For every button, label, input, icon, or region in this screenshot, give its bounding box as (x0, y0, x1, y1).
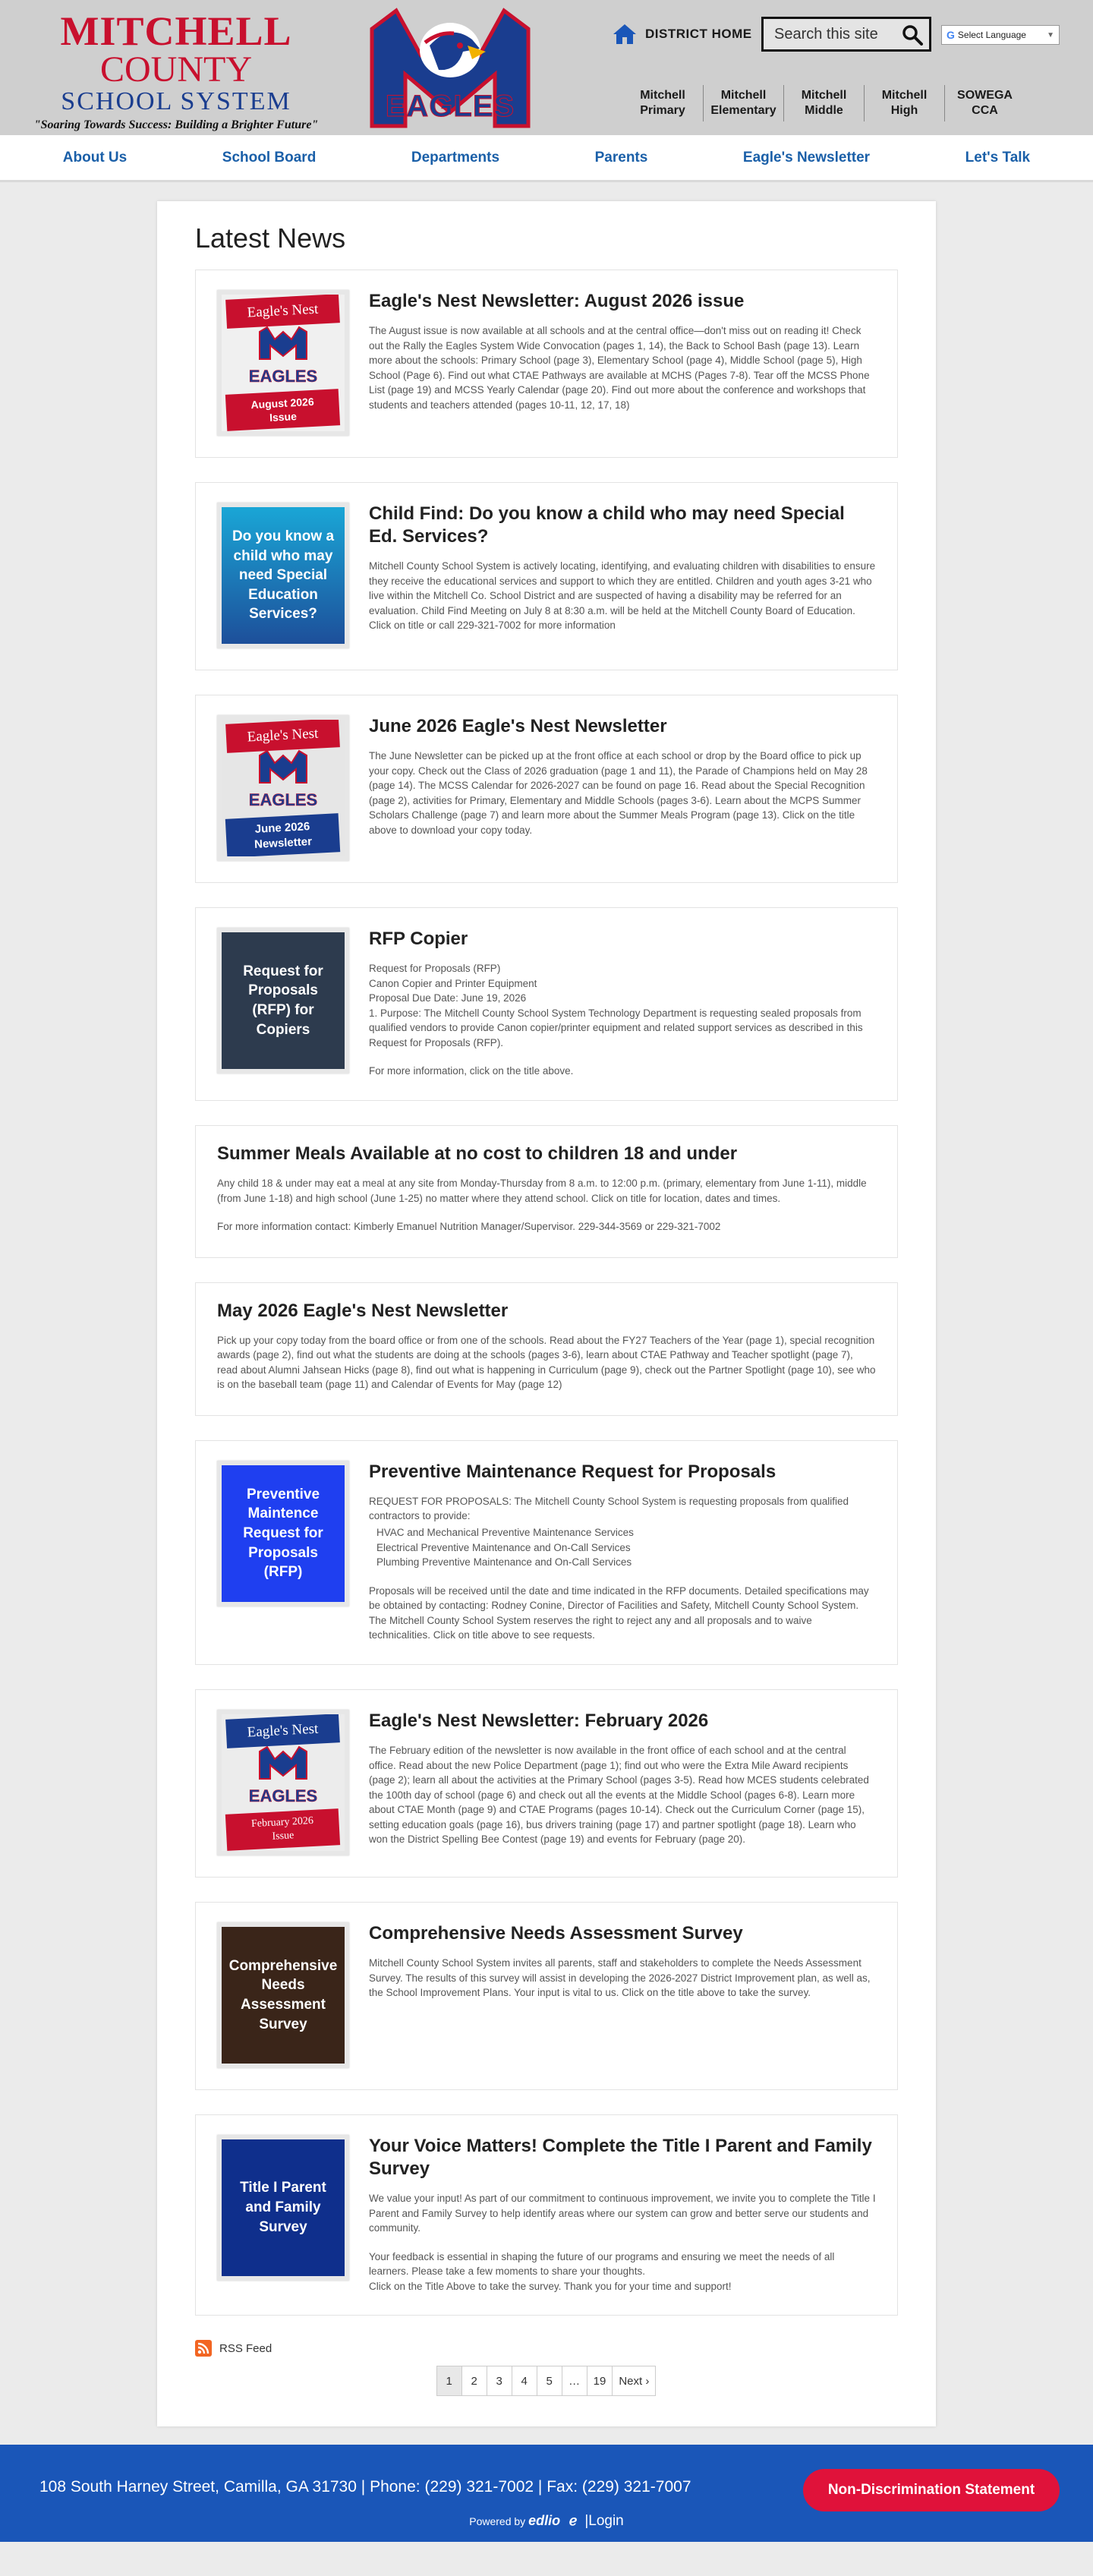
news-text (369, 2191, 876, 2294)
thumb-bottom-label1: February 2026 (251, 1815, 314, 1830)
rss-label: RSS Feed (219, 2341, 272, 2355)
page-link-1[interactable]: 1 (436, 2366, 462, 2396)
school-name-line1: Mitchell (801, 89, 847, 102)
district-home-label: DISTRICT HOME (645, 27, 752, 41)
news-item (195, 1440, 898, 1665)
edlio-e-icon: ℯ (569, 2513, 578, 2529)
thumb-mid-label: EAGLES (248, 366, 318, 386)
search-input[interactable] (774, 26, 888, 43)
site-header (0, 0, 1093, 135)
news-card (157, 201, 936, 2426)
powered-by-label: Powered by (469, 2515, 526, 2528)
news-body (369, 2135, 876, 2294)
news-paragraph: For more information, click on the title above. (369, 1065, 574, 1077)
news-paragraph: The August issue is now available at all schools and at the central office—don't miss out on reading it! Check out the Rally the Eagles System Wide Convocation (pages 1, 14), the Back to School Bash (page 13). Learn more about the schools: Primary School (page 3), Elementary School (page 4), Middle School (page 5), High School (Page 6). Find out what CTAE Pathways are available at MCHS (Pages 7-8). Tear off the MCSS Phone List (page 19) and MCSS Yearly Calendar (page 20). Find out more about the conference and workshops that students and teachers attended (pages 10-11, 12, 17, 18) (369, 325, 870, 411)
school-link-middle[interactable] (783, 85, 864, 121)
site-footer (0, 2445, 1093, 2542)
main-nav (0, 135, 1093, 182)
school-name-line1: SOWEGA (957, 89, 1013, 102)
news-text (369, 961, 876, 1079)
address-link[interactable]: 108 South Harney Street, Camilla, GA 31730 (39, 2478, 357, 2496)
news-text (369, 1743, 876, 1847)
newsletter-thumbnail[interactable] (217, 1710, 349, 1856)
thumb-text: Do you know a child who may need Special Education Services? (232, 528, 335, 623)
news-line: Proposal Due Date: June 19, 2026 (369, 992, 527, 1004)
footer-contact (39, 2478, 691, 2496)
phone-link[interactable]: (229) 321-7002 (424, 2478, 534, 2496)
logo-line2: COUNTY (100, 49, 252, 90)
nav-about-us[interactable]: About Us (62, 149, 128, 166)
news-item (195, 270, 898, 458)
news-title-link[interactable]: Eagle's Nest Newsletter: February 2026 (369, 1710, 709, 1731)
service-list (376, 1525, 876, 1570)
list-item: Electrical Preventive Maintenance and On-Call Services (376, 1541, 631, 1553)
thumb-top-label: Eagle's Nest (226, 1714, 341, 1748)
thumb-bottom-label1: August 2026 (250, 396, 315, 411)
news-item (195, 482, 898, 670)
eagle-logo-icon (258, 749, 308, 784)
house-icon (612, 23, 638, 46)
newsletter-thumbnail[interactable] (217, 290, 349, 436)
news-body (369, 1922, 876, 2068)
news-title-link[interactable]: RFP Copier (369, 929, 468, 949)
powered-by (0, 2513, 1093, 2530)
thumb-text: Preventive Maintence Request for Proposals (RFP) (243, 1486, 323, 1581)
page-link-4[interactable]: 4 (512, 2366, 537, 2396)
language-select[interactable] (941, 25, 1060, 45)
thumb-mid-label: EAGLES (248, 1786, 318, 1805)
thumb-mid-label: EAGLES (248, 790, 318, 810)
preventive-maintenance-thumbnail[interactable] (217, 1461, 349, 1606)
nav-departments[interactable]: Departments (411, 149, 500, 166)
news-title-link[interactable]: Comprehensive Needs Assessment Survey (369, 1922, 743, 1944)
news-paragraph: The February edition of the newsletter is now available in the front office of each school and at the central office. Read about the new Police Department (page 1); find out who were the Extra Mile Award recipients (page 2); learn all about the activities at the Primary School (pages 3-5). Read how MCES students celebrated the 100th day of school (page 6) and check out all the events at the Middle School (pages 6-8). Learn more about CTAE Month (page 9) and CTAE Programs (pages 10-14). Check out the Curriculum Corner (page 15), setting education goals (page 16), bus drivers training (page 17) and partner spotlight (page 18). Learn who won the District Spelling Bee Contest (page 19) and events for February (page 20). (369, 1744, 869, 1846)
news-title-link[interactable]: Preventive Maintenance Request for Proposals (369, 1461, 776, 1482)
school-link-sowega[interactable] (944, 85, 1025, 121)
child-find-thumbnail[interactable] (217, 503, 349, 648)
login-link[interactable]: |Login (584, 2513, 624, 2530)
edlio-logo[interactable]: edlio (528, 2513, 561, 2529)
thumb-top-label: Eagle's Nest (226, 718, 341, 752)
rfp-copier-thumbnail[interactable] (217, 928, 349, 1074)
news-title-link[interactable]: June 2026 Eagle's Nest Newsletter (369, 716, 667, 736)
school-link-primary[interactable] (622, 85, 703, 121)
tagline: "Soaring Towards Success: Building a Brighter Future" (33, 118, 319, 131)
thumb-text: Request for Proposals (RFP) for Copiers (243, 963, 323, 1038)
news-title-link[interactable]: Summer Meals Available at no cost to children 18 and under (217, 1143, 738, 1164)
district-home-link[interactable] (612, 23, 752, 46)
news-body (369, 503, 876, 648)
eagle-logo-icon (258, 1745, 308, 1780)
school-name-line1: Mitchell (881, 89, 928, 102)
newsletter-thumbnail[interactable] (217, 715, 349, 861)
page-link-2[interactable]: 2 (461, 2366, 487, 2396)
school-link-elementary[interactable] (703, 85, 783, 121)
thumb-bottom-label2: Newsletter (254, 834, 313, 851)
district-logo[interactable] (9, 8, 343, 132)
page-title: Latest News (195, 222, 346, 254)
school-name-line2: Middle (805, 104, 843, 117)
page-link-19[interactable]: 19 (587, 2366, 613, 2396)
news-item (195, 1125, 898, 1258)
thumb-bottom-label2: Issue (272, 1830, 295, 1843)
news-item (195, 1282, 898, 1416)
thumb-text: Comprehensive Needs Assessment Survey (228, 1957, 338, 2032)
school-name-line1: Mitchell (640, 89, 685, 102)
language-select-label: Select Language (957, 30, 1026, 40)
news-item (195, 1689, 898, 1878)
news-text (369, 1494, 876, 1643)
divider: | (361, 2478, 370, 2496)
news-line: Request for Proposals (RFP) (369, 963, 501, 974)
news-item (195, 2114, 898, 2316)
rss-feed-link[interactable] (195, 2340, 898, 2357)
thumb-bottom-label2: Issue (269, 410, 298, 424)
non-discrimination-button[interactable]: Non-Discrimination Statement (803, 2469, 1060, 2511)
school-name-line2: Primary (640, 104, 685, 117)
school-links (622, 85, 1025, 121)
page-link-3[interactable]: 3 (487, 2366, 512, 2396)
news-item (195, 907, 898, 1101)
next-page-button[interactable]: Next › (612, 2366, 656, 2396)
news-paragraph: The June Newsletter can be picked up at the front office at each school or drop by the Board office to pick up your copy. Check out the Class of 2026 graduation (page 1 and 11), the Parade of Champions held on May 28 (page 14). The MCSS Calendar for 2026-2027 can be found on page 16. Read about the Special Recognition (page 2), activities for Primary, Elementary and Middle Schools (pages 3-6). Learn about the MCPS Summer Scholars Challenge (page 7) and learn more about the Summer Meals Program (page 13). Click on the title above to download your copy today. (369, 750, 868, 836)
news-paragraph: For more information contact: Kimberly Emanuel Nutrition Manager/Supervisor. 229-344-3569 or 229-321-7002 (217, 1221, 721, 1233)
logo-line1: MITCHELL (60, 8, 292, 54)
phone-label: Phone: (370, 2478, 421, 2496)
news-paragraph: Pick up your copy today from the board office or from one of the schools. Read about the FY27 Teachers of the Year (page 1), special recognition awards (page 2), find out what the students are doing at the schools (pages 3-6), learn about CTAE Pathway and Teacher spotlight (page 7), read about Alumni Jahsean Hicks (page 8), find out what is happening in Curriculum (page 9), check out the Partner Spotlight (page 10), see who is on the baseball team (page 11) and Calendar of Events for May (page 12) (217, 1334, 876, 1391)
school-name-line1: Mitchell (720, 89, 767, 102)
news-line: 1. Purpose: The Mitchell County School System Technology Department is requesting sealed proposals from qualified vendors to provide Canon copier/printer equipment and related support services as described in this Request for Proposals (RFP). (369, 1007, 863, 1048)
rss-icon (195, 2340, 212, 2357)
logo-line3: SCHOOL SYSTEM (61, 87, 291, 115)
school-link-high[interactable] (864, 85, 944, 121)
fax: Fax: (229) 321-7007 (546, 2478, 691, 2496)
news-paragraph: Mitchell County School System is actively locating, identifying, and evaluating children with disabilities to ensure they receive the educational services and support to which they are entitled. Children and youth ages 3-21 who live within the Mitchell Co. School District and are suspected of having a disability may be referred for an evaluation. Child Find Meeting on July 8 at 8:30 a.m. will be held at the Mitchell County Board of Education. Click on title or call 229-321-7002 for more information (369, 560, 876, 632)
news-line: Your feedback is essential in shaping the future of our programs and ensuring we meet the needs of all learners. Please take a few moments to share your thoughts. (369, 2250, 835, 2278)
news-item (195, 695, 898, 883)
news-body (369, 715, 876, 861)
news-body (369, 928, 876, 1079)
school-name-line2: CCA (972, 104, 998, 117)
news-item (195, 1902, 898, 2090)
title1-survey-thumbnail[interactable] (217, 2135, 349, 2281)
news-paragraph: REQUEST FOR PROPOSALS: The Mitchell County School System is requesting proposals from qualified contractors to provide: (369, 1495, 849, 1522)
news-paragraph: We value your input! As part of our commitment to continuous improvement, we invite you to complete the Title I Parent and Family Survey to help identify areas where our system can grow and better serve our students and community. (369, 2192, 876, 2234)
main-wrap (0, 182, 1093, 2445)
chevron-down-icon: ▼ (1047, 30, 1054, 39)
news-title-link[interactable]: Child Find: Do you know a child who may need Special Ed. Services? (369, 503, 845, 547)
mascot-word: EAGLES (385, 90, 515, 123)
news-paragraph: Proposals will be received until the date and time indicated in the RFP documents. Detailed specifications may be obtained by contacting: Rodney Conine, Director of Facilities and Safety, Mitchell County School System. The Mitchell County School System reserves the right to reject any and all proposals and to waive technicalities. Click on title above to see requests. (369, 1584, 869, 1641)
news-line: Canon Copier and Printer Equipment (369, 977, 537, 989)
divider: | (537, 2478, 547, 2496)
list-item: HVAC and Mechanical Preventive Maintenance Services (376, 1527, 634, 1538)
news-paragraph: Any child 18 & under may eat a meal at any site from Monday-Thursday from 8 a.m. to 12:00 p.m. (primary, elementary from June 1-11), middle (from June 1-18) and high school (June 1-25) no matter where they attend school. Click on title for location, dates and times. (217, 1177, 867, 1204)
search-icon[interactable] (902, 24, 923, 46)
page-ellipsis: … (562, 2366, 587, 2396)
nav-parents[interactable]: Parents (594, 149, 648, 166)
thumb-bottom-label1: June 2026 (254, 820, 311, 837)
google-g-icon: G (947, 29, 955, 41)
news-body (369, 1710, 876, 1856)
nav-eagles-newsletter[interactable]: Eagle's Newsletter (742, 149, 871, 166)
news-title-link[interactable]: Eagle's Nest Newsletter: August 2026 issue (369, 291, 745, 311)
eagle-logo-icon (258, 326, 308, 361)
news-text (369, 749, 876, 837)
news-body (369, 1461, 876, 1643)
thumb-top-label: Eagle's Nest (226, 294, 341, 328)
nav-lets-talk[interactable]: Let's Talk (965, 149, 1031, 166)
news-line: Click on the Title Above to take the survey. Thank you for your time and support! (369, 2280, 732, 2292)
login-label: Login (588, 2513, 624, 2530)
news-body (369, 290, 876, 436)
news-text (217, 1333, 876, 1392)
news-text (217, 1176, 876, 1234)
news-paragraph: Mitchell County School System invites all parents, staff and stakeholders to complete the Needs Assessment Survey. The results of this survey will assist in developing the 2026-2027 District Improvement plan, as well as, the School Improvement Plans. Your input is vital to us. Click on the title above to take the survey. (369, 1956, 871, 1999)
school-name-line2: Elementary (710, 104, 776, 117)
page-link-5[interactable]: 5 (537, 2366, 562, 2396)
news-text (369, 323, 876, 412)
news-text (369, 1956, 876, 2001)
search-box (761, 17, 931, 52)
needs-assessment-thumbnail[interactable] (217, 1922, 349, 2068)
list-item: Plumbing Preventive Maintenance and On-Call Services (376, 1556, 632, 1569)
pagination (195, 2366, 898, 2396)
news-text (369, 559, 876, 633)
school-name-line2: High (890, 104, 918, 117)
thumb-text: Title I Parent and Family Survey (240, 2180, 326, 2235)
nav-school-board[interactable]: School Board (222, 149, 317, 166)
news-title-link[interactable]: Your Voice Matters! Complete the Title I Parent and Family Survey (369, 2135, 872, 2179)
news-title-link[interactable]: May 2026 Eagle's Nest Newsletter (217, 1300, 509, 1321)
